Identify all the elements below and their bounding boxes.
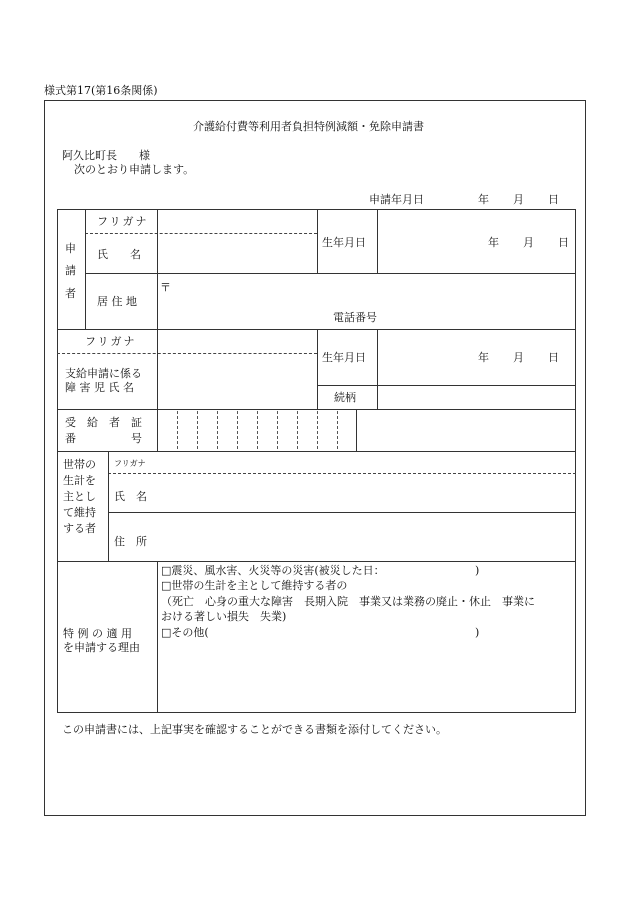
form-frame [44, 100, 586, 816]
reason-option-household[interactable]: □世帯の生計を主として維持する者の [161, 579, 348, 592]
application-date-year[interactable]: 年 [478, 193, 489, 206]
reason-option-disaster[interactable]: □震災、風水害、火災等の災害(被災した日： [161, 564, 385, 577]
applicant-birth-day[interactable]: 日 [558, 236, 569, 249]
reason-option-household-detail-1: （死亡 心身の重大な障害 長期入院 事業又は業務の廃止・休止 事業に [161, 595, 535, 608]
reason-label-1: 特 例 の 適 用 [63, 627, 132, 640]
applicant-name-label: 氏 名 [97, 248, 141, 261]
phone-label: 電話番号 [333, 311, 377, 324]
child-furigana-label: フリガナ [85, 335, 137, 348]
applicant-label-1: 申 [65, 242, 76, 255]
household-address-label: 住 所 [114, 535, 147, 548]
reason-option-household-detail-2: おける著しい損失 失業) [161, 610, 287, 623]
household-label-2: 生計を [63, 474, 96, 487]
child-name-label-1: 支給申請に係る [65, 367, 142, 380]
child-birth-year[interactable]: 年 [478, 351, 489, 364]
applicant-address-label: 居 住 地 [97, 295, 137, 308]
form-title: 介護給付費等利用者負担特例減額・免除申請書 [193, 120, 424, 133]
application-date-day[interactable]: 日 [548, 193, 559, 206]
household-label-1: 世帯の [63, 458, 96, 471]
child-birth-month[interactable]: 月 [513, 351, 524, 364]
reason-label-2: を申請する理由 [63, 641, 140, 654]
household-name-label: 氏 名 [114, 490, 147, 503]
application-date-label: 申請年月日 [369, 193, 424, 206]
reason-option-disaster-close: ) [475, 564, 480, 577]
certificate-label-1: 受 給 者 証 [65, 416, 142, 429]
applicant-birth-year[interactable]: 年 [488, 236, 499, 249]
form-number: 様式第17(第16条関係) [44, 84, 158, 97]
addressee: 阿久比町長 様 [62, 149, 150, 162]
relation-label: 続柄 [334, 391, 356, 404]
reason-option-other[interactable]: □その他( [161, 626, 209, 639]
footer-note: この申請書には、上記事実を確認することができる書類を添付してください。 [62, 723, 447, 736]
household-furigana-label: フリガナ [114, 459, 146, 468]
child-name-label-2: 障 害 児 氏 名 [65, 381, 134, 394]
child-birth-day[interactable]: 日 [548, 351, 559, 364]
household-label-5: する者 [63, 522, 96, 535]
certificate-label-2: 番 号 [65, 432, 142, 445]
applicant-birth-month[interactable]: 月 [523, 236, 534, 249]
applicant-birth-label: 生年月日 [322, 236, 366, 249]
household-label-4: て維持 [63, 506, 96, 519]
applicant-furigana-label: フリガナ [97, 215, 149, 228]
applicant-label-3: 者 [65, 287, 76, 300]
reason-option-other-close: ) [475, 626, 480, 639]
applicant-label-2: 請 [65, 264, 76, 277]
child-birth-label: 生年月日 [322, 351, 366, 364]
application-date-month[interactable]: 月 [513, 193, 524, 206]
household-label-3: 主とし [63, 490, 96, 503]
postal-mark: 〒 [160, 281, 171, 294]
intro-text: 次のとおり申請します。 [74, 163, 195, 176]
